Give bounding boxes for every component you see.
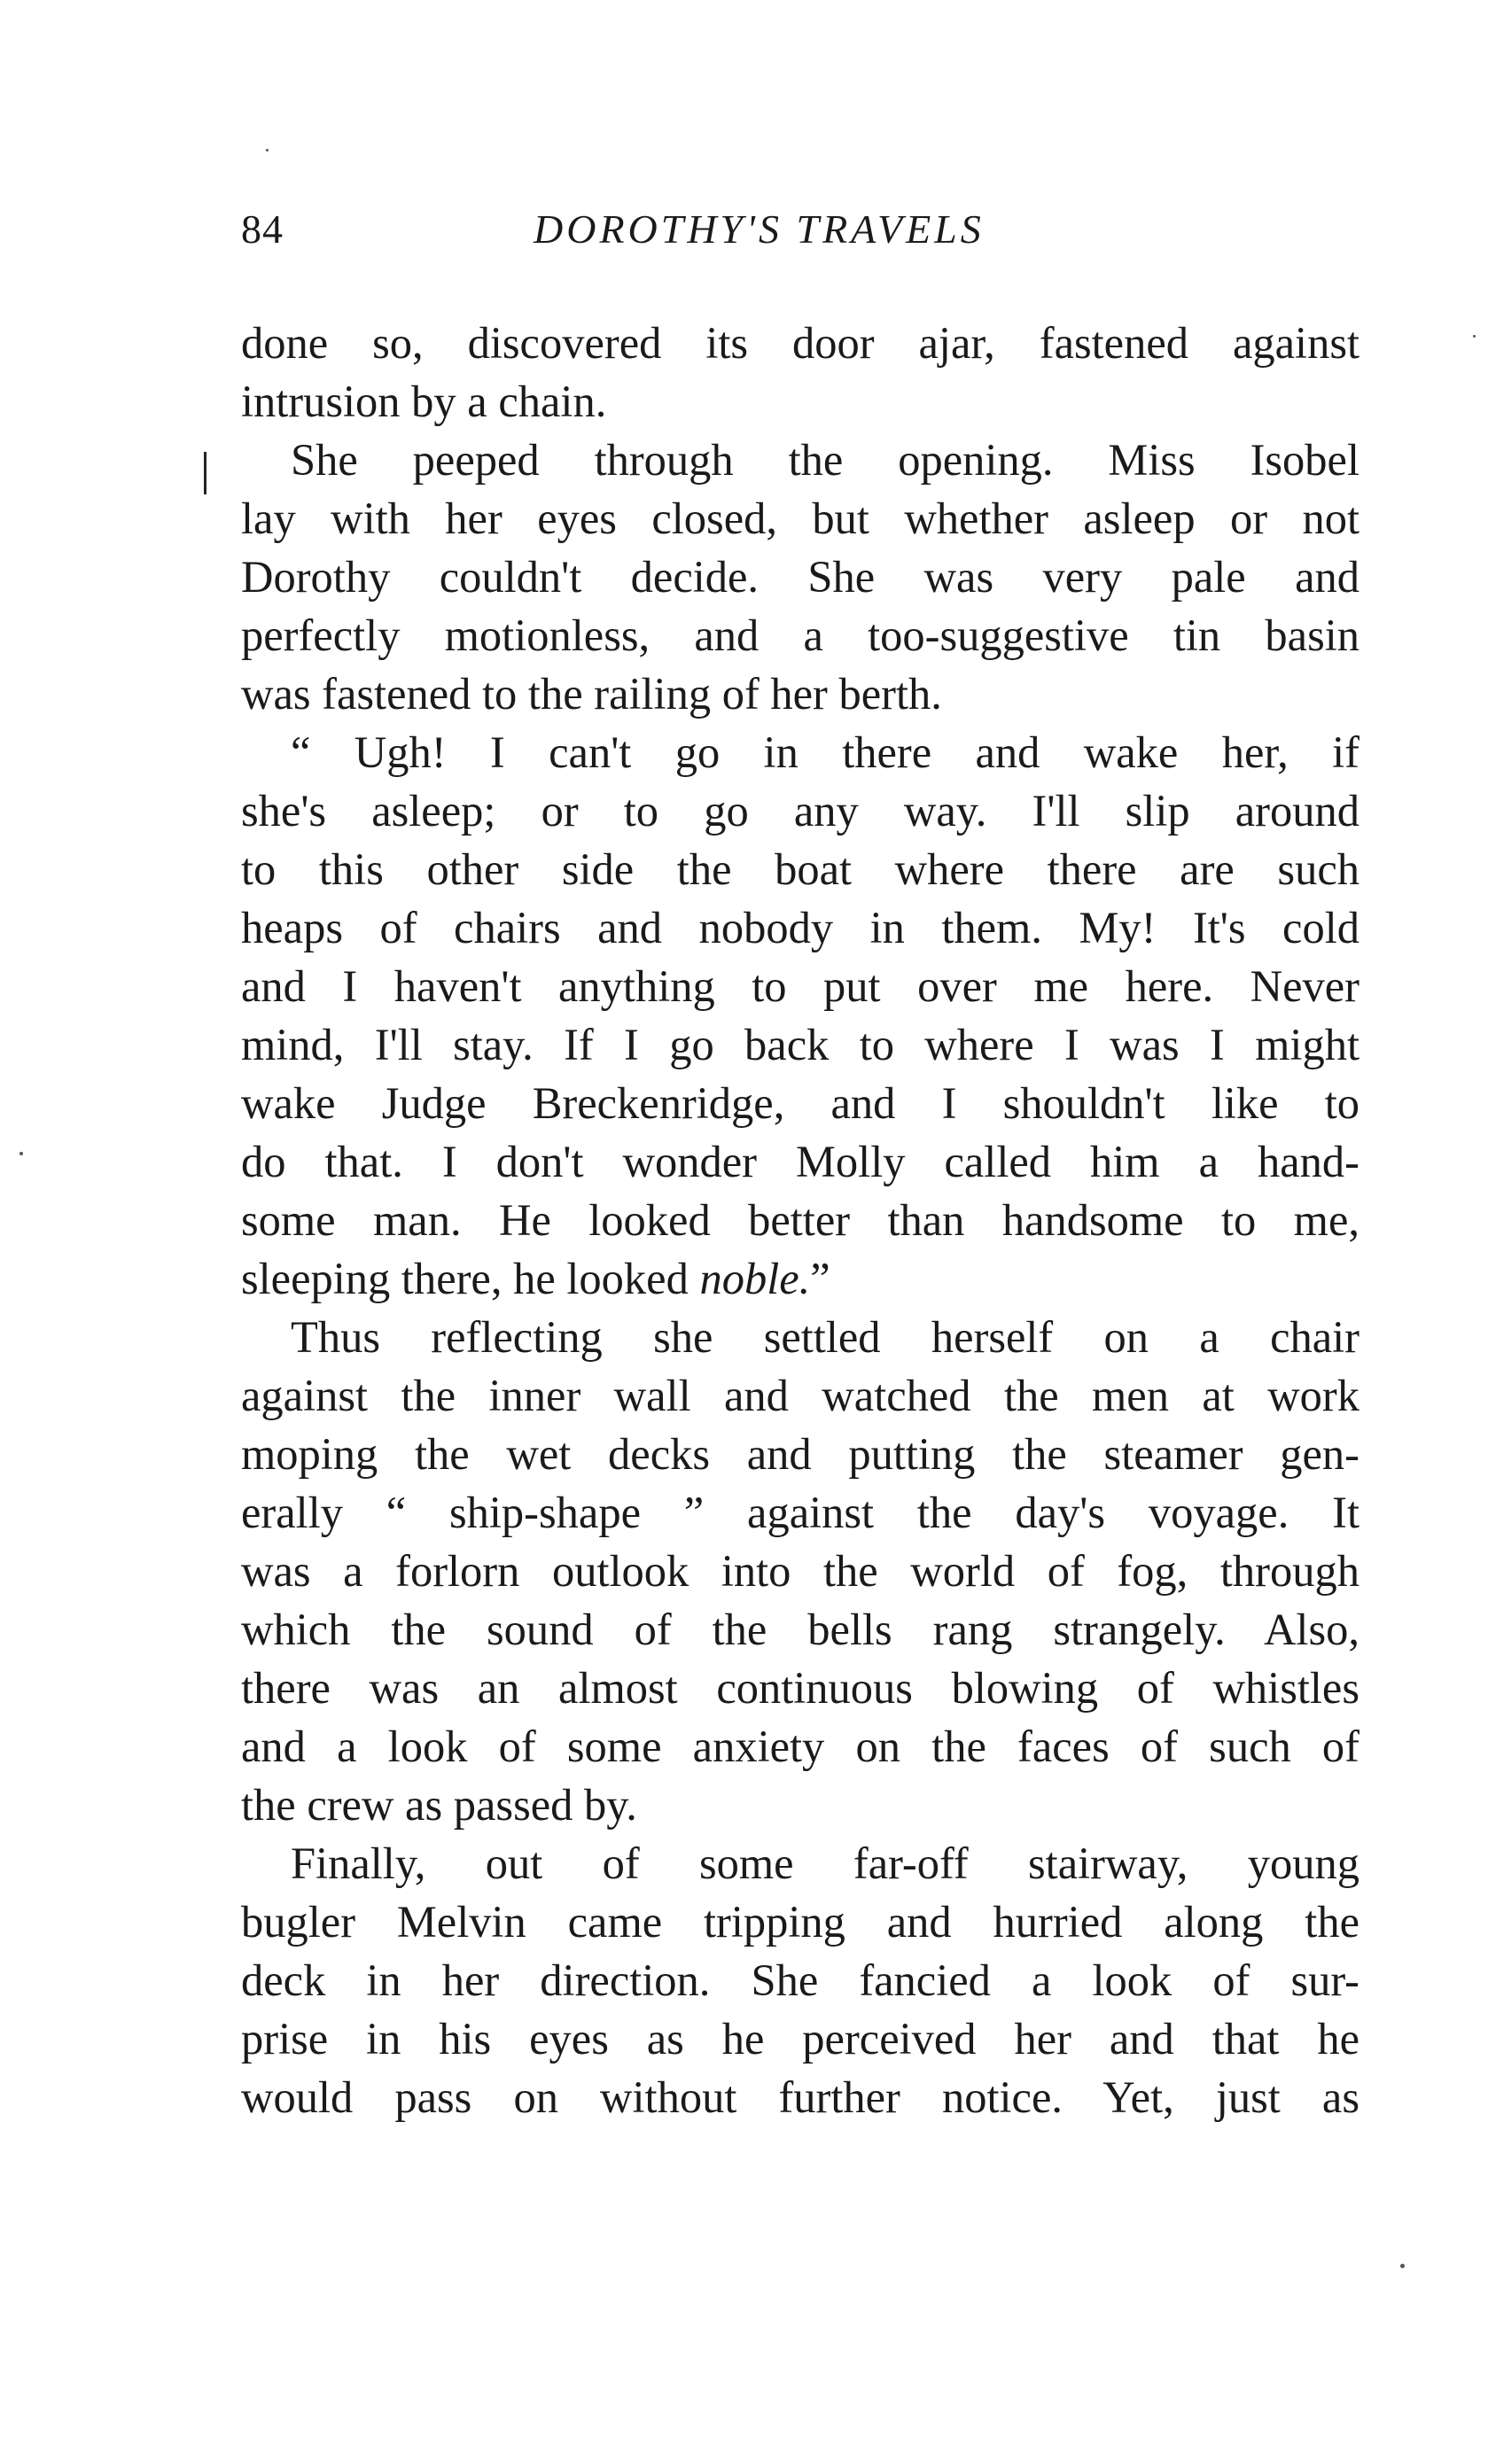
text-line: there was an almost continuous blowing of whistles	[241, 1663, 1359, 1713]
text-line: Dorothy couldn't decide. She was very pale and	[241, 552, 1359, 602]
text-line: intrusion by a chain.	[241, 377, 607, 426]
page-number: 84	[241, 206, 284, 252]
margin-mark	[204, 452, 206, 494]
running-head: DOROTHY'S TRAVELS	[534, 206, 985, 252]
page-header	[241, 206, 1365, 268]
text-line: which the sound of the bells rang strangely. Also,	[241, 1605, 1359, 1654]
text-line: moping the wet decks and putting the steamer gen-	[241, 1429, 1359, 1479]
text-line: do that. I don't wonder Molly called him a hand-	[241, 1137, 1359, 1186]
text-line: prise in his eyes as he perceived her and that he	[241, 2014, 1359, 2064]
paragraph	[241, 1834, 1359, 2126]
text-line: done so, discovered its door ajar, fastened against	[241, 318, 1359, 368]
text-line: bugler Melvin came tripping and hurried along the	[241, 1897, 1359, 1947]
paragraph	[241, 1308, 1359, 1834]
paragraph	[241, 314, 1359, 431]
text-line: some man. He looked better than handsome to me,	[241, 1195, 1359, 1245]
text-line: to this other side the boat where there are such	[241, 844, 1359, 894]
text-line: erally “ ship-shape ” against the day's voyage. It	[241, 1488, 1359, 1537]
paper-speck	[19, 1152, 23, 1155]
paragraph	[241, 431, 1359, 723]
text-line: Thus reflecting she settled herself on a chair	[291, 1312, 1359, 1362]
paper-speck	[1400, 2264, 1405, 2268]
text-line: She peeped through the opening. Miss Isobel	[291, 435, 1359, 485]
emphasized-word: noble.	[699, 1254, 811, 1303]
paragraph	[241, 723, 1359, 1308]
text-line: perfectly motionless, and a too-suggestive tin basin	[241, 610, 1359, 660]
text-line: the crew as passed by.	[241, 1780, 637, 1830]
text-line: “ Ugh! I can't go in there and wake her, if	[291, 727, 1359, 777]
text-line: wake Judge Breckenridge, and I shouldn't like to	[241, 1078, 1359, 1128]
closing-quote: ”	[810, 1254, 830, 1303]
text-line: mind, I'll stay. If I go back to where I was I might	[241, 1020, 1359, 1069]
paper-speck	[266, 149, 269, 152]
text-line: she's asleep; or to go any way. I'll slip around	[241, 786, 1359, 836]
text-line: would pass on without further notice. Yet, just as	[241, 2072, 1359, 2122]
text-line	[241, 1249, 1359, 1308]
text-line: against the inner wall and watched the men at work	[241, 1371, 1359, 1420]
paper-speck	[1473, 335, 1476, 338]
text-line: heaps of chairs and nobody in them. My! It's cold	[241, 903, 1359, 952]
text-line: Finally, out of some far-off stairway, young	[291, 1838, 1359, 1888]
text-span: sleeping there, he looked	[241, 1254, 700, 1303]
text-line: was fastened to the railing of her berth.	[241, 669, 942, 719]
text-line: and I haven't anything to put over me here. Never	[241, 961, 1359, 1011]
text-line: was a forlorn outlook into the world of fog, through	[241, 1546, 1359, 1596]
text-line: deck in her direction. She fancied a look of sur-	[241, 1955, 1359, 2005]
body-text	[241, 314, 1359, 2126]
text-line: and a look of some anxiety on the faces of such of	[241, 1722, 1359, 1771]
text-line: lay with her eyes closed, but whether asleep or not	[241, 494, 1359, 543]
